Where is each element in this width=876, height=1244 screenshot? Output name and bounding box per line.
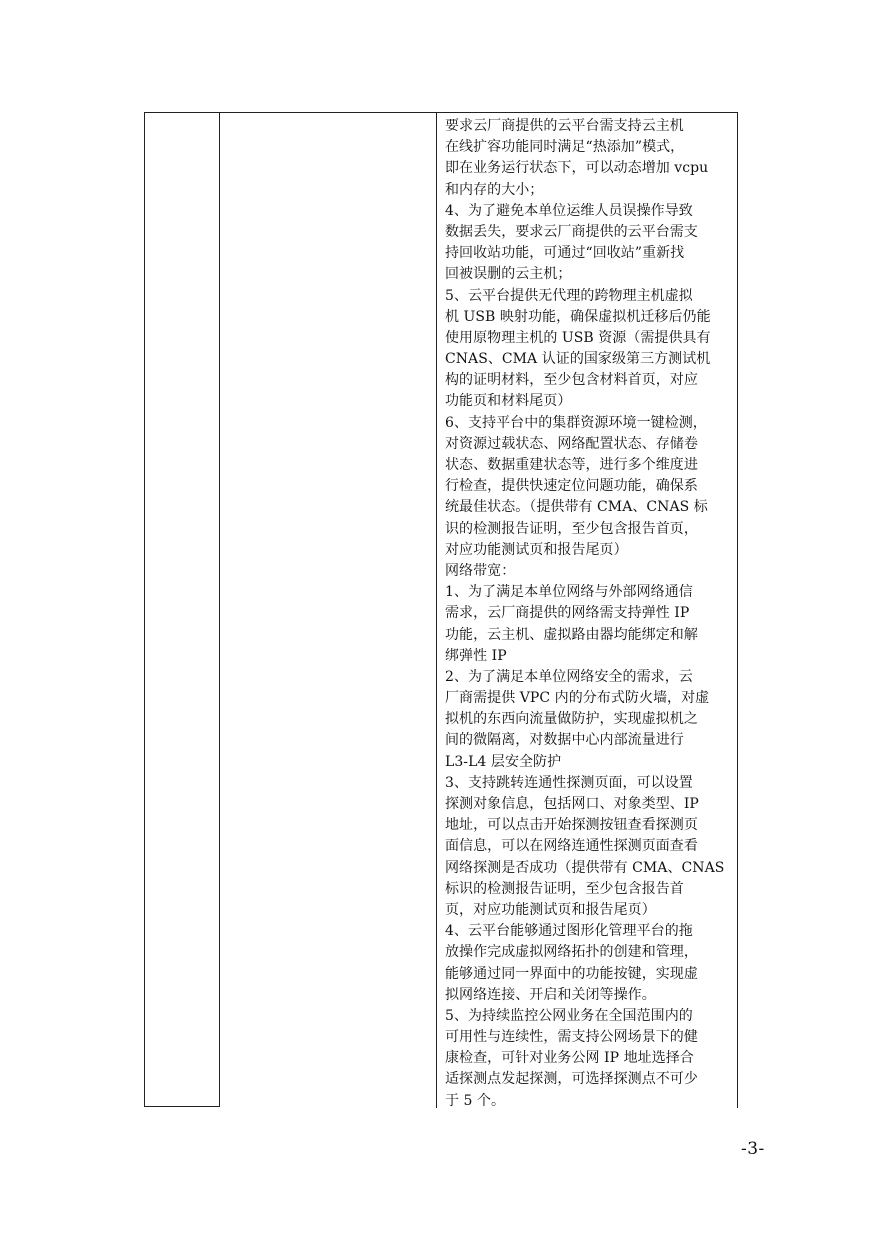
column-divider-2 [436,112,437,1108]
text-line: 绑弹性 IP [445,647,507,664]
text-line: 间的微隔离，对数据中心内部流量进行 [445,732,684,749]
text-line: CNAS、CMA 认证的国家级第三方测试机 [445,351,711,368]
text-line: 5、云平台提供无代理的跨物理主机虚拟 [445,287,693,304]
text-line: 使用原物理主机的 USB 资源（需提供具有 [445,329,711,346]
column-divider-1 [219,112,220,1107]
text-line: 面信息，可以在网络连通性探测页面查看 [445,838,698,855]
table-top-border [144,112,738,113]
text-line: 能够通过同一界面中的功能按键，实现虚 [445,965,698,982]
text-line: 可用性与连续性，需支持公网场景下的健 [445,1029,698,1046]
text-line: 拟网络连接、开启和关闭等操作。 [445,986,656,1003]
text-line: 功能页和材料尾页） [445,393,572,410]
text-line: 于 5 个。 [445,1092,506,1109]
text-line: 5、为持续监控公网业务在全国范围内的 [445,1007,693,1024]
text-line: 要求云厂商提供的云平台需支持云主机 [445,118,684,134]
table-bottom-border [144,1106,220,1107]
text-line: 状态、数据重建状态等，进行多个维度进 [445,457,698,473]
text-line: 构的证明材料，至少包含材料首页，对应 [445,372,698,389]
text-line: 统最佳状态。（提供带有 CMA、CNAS 标 [445,499,708,516]
text-line: 网络探测是否成功（提供带有 CMA、CNAS [445,859,725,876]
text-line: L3-L4 层安全防护 [445,753,562,770]
text-line: 机 USB 映射功能，确保虚拟机迁移后仍能 [445,308,711,325]
text-line: 和内存的大小； [445,181,544,198]
text-line: 6、支持平台中的集群资源环境一键检测， [445,414,707,431]
table-left-border [144,112,145,1107]
text-line: 2、为了满足本单位网络安全的需求，云 [445,668,693,685]
text-line: 回被误删的云主机； [445,266,572,283]
text-line: 放操作完成虚拟网络拓扑的创建和管理， [445,944,698,961]
text-line: 持回收站功能，可通过“回收站”重新找 [445,245,685,262]
text-line: 3、支持跳转连通性探测页面，可以设置 [445,774,693,791]
text-line: 1、为了满足本单位网络与外部网络通信 [445,584,693,601]
text-line: 在线扩容功能同时满足“热添加”模式， [445,139,685,156]
text-line: 标识的检测报告证明，至少包含报告首 [445,880,684,897]
text-line: 厂商需提供 VPC 内的分布式防火墙，对虚 [445,690,710,707]
text-line: 数据丢失，要求云厂商提供的云平台需支 [445,223,698,240]
text-line: 需求，云厂商提供的网络需支持弹性 IP [445,605,690,622]
text-line: 对资源过载状态、网络配置状态、存储卷 [445,435,698,452]
text-line: 拟机的东西向流量做防护，实现虚拟机之 [445,711,698,728]
text-line: 康检查，可针对业务公网 IP 地址选择合 [445,1050,694,1067]
text-line: 地址，可以点击开始探测按钮查看探测页 [445,817,698,834]
text-line: 功能，云主机、虚拟路由器均能绑定和解 [445,626,698,643]
section-heading-network-bandwidth: 网络带宽： [445,562,516,579]
text-line: 页，对应功能测试页和报告尾页） [445,901,656,918]
text-line: 4、为了避免本单位运维人员误操作导致 [445,202,693,219]
text-line: 4、云平台能够通过图形化管理平台的拖 [445,923,693,940]
page-number: -3- [741,1139,765,1159]
table-right-border [737,112,738,1108]
text-line: 即在业务运行状态下，可以动态增加 vcpu [445,160,709,177]
text-line: 识的检测报告证明，至少包含报告首页， [445,520,698,537]
text-line: 适探测点发起探测，可选择探测点不可少 [445,1071,698,1088]
text-line: 对应功能测试页和报告尾页） [445,541,628,558]
text-line: 探测对象信息，包括网口、对象类型、IP [445,796,699,812]
requirement-text-cell [445,116,733,1112]
text-line: 行检查，提供快速定位问题功能，确保系 [445,478,698,495]
